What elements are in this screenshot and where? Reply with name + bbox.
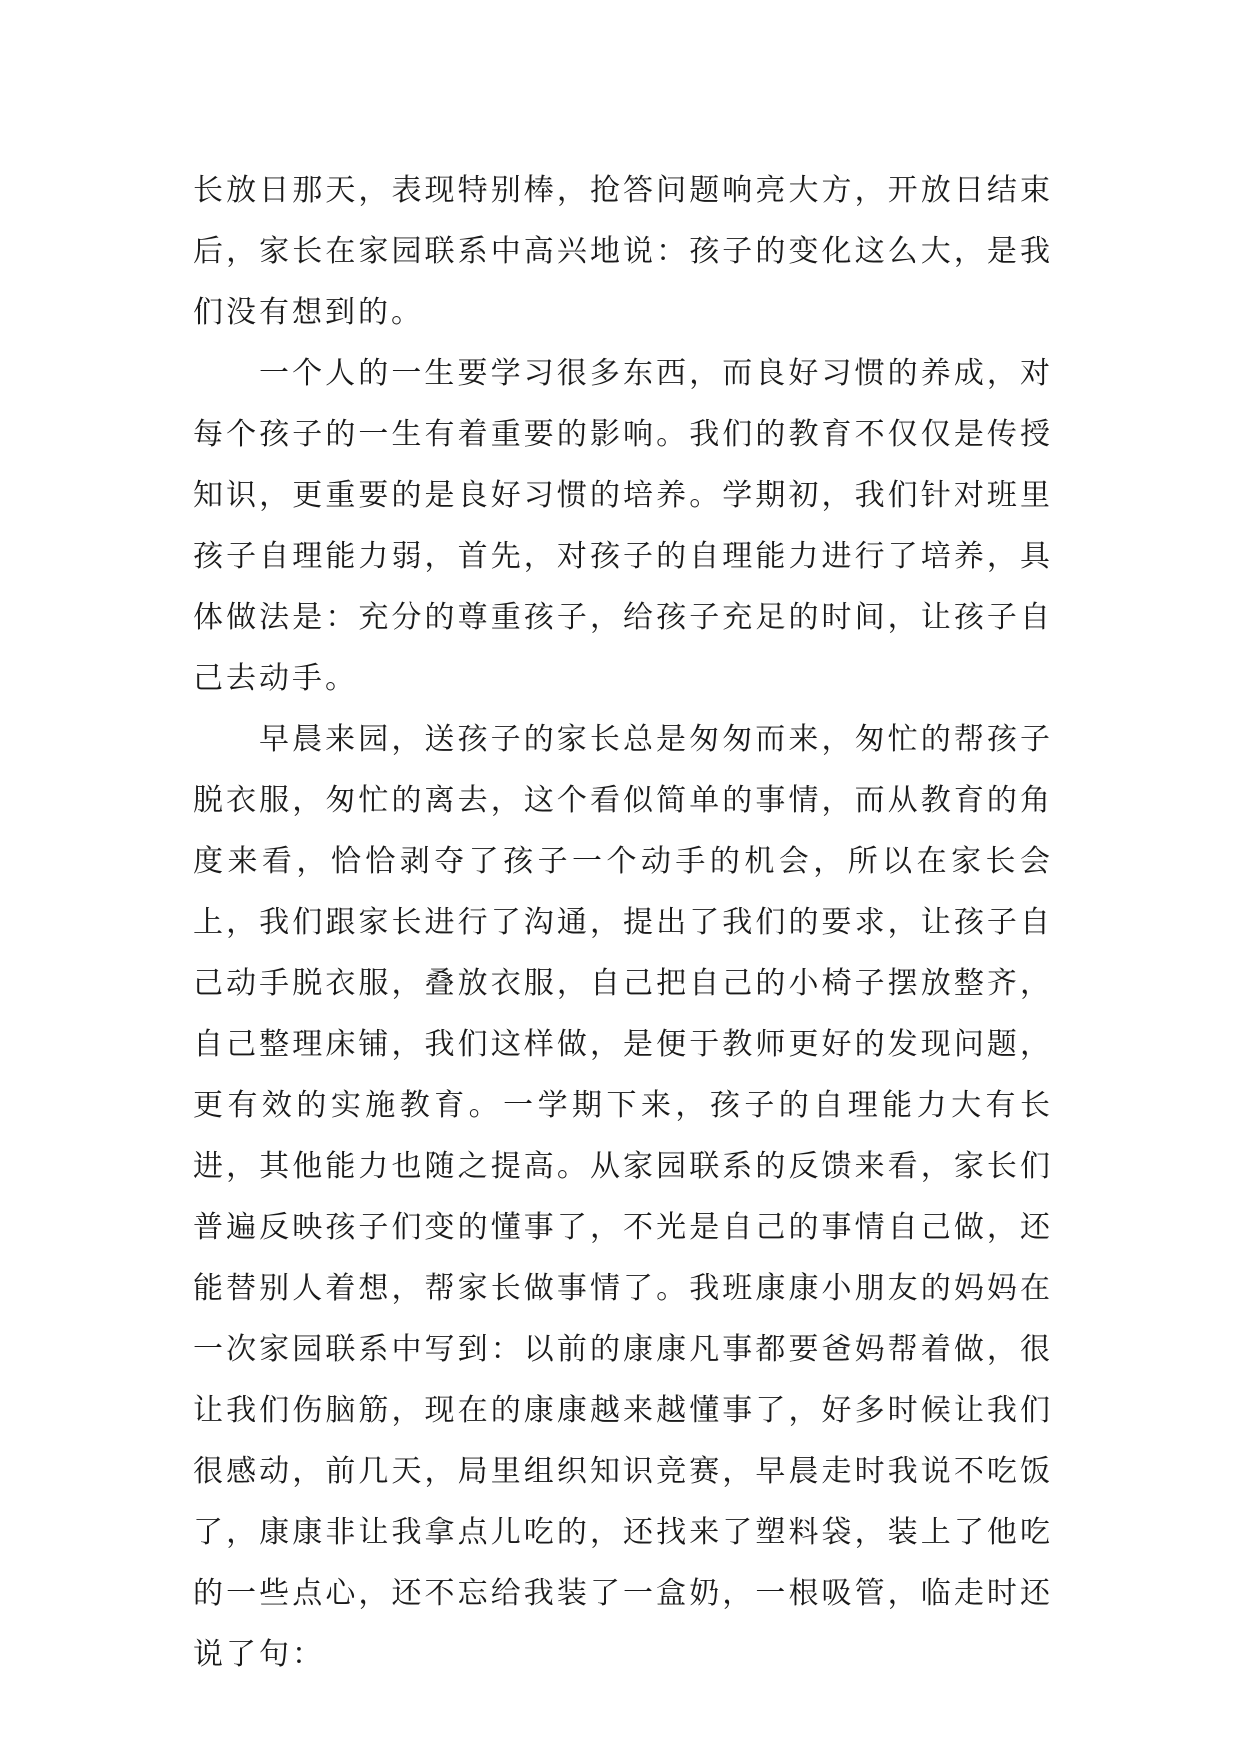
paragraph-morning-arrival: 早晨来园，送孩子的家长总是匆匆而来，匆忙的帮孩子脱衣服，匆忙的离去，这个看似简单的事情，而从教育的角度来看，恰恰剥夺了孩子一个动手的机会，所以在家长会上，我们跟家长进行了沟通，提出了我们的要求，让孩子自己动手脱衣服，叠放衣服，自己把自己的小椅子摆放整齐，自己整理床铺，我们这样做，是便于教师更好的发现问题，更有效的实施教育。一学期下来，孩子的自理能力大有长进，其他能力也随之提高。从家园联系的反馈来看，家长们普遍反映孩子们变的懂事了，不光是自己的事情自己做，还能替别人着想，帮家长做事情了。我班康康小朋友的妈妈在一次家园联系中写到：以前的康康凡事都要爸妈帮着做，很让我们伤脑筋，现在的康康越来越懂事了，好多时候让我们很感动，前几天，局里组织知识竞赛，早晨走时我说不吃饭了，康康非让我拿点儿吃的，还找来了塑料袋，装上了他吃的一些点心，还不忘给我装了一盒奶，一根吸管，临走时还说了句： xyxy=(193,722,1053,1672)
paragraph-habits: 一个人的一生要学习很多东西，而良好习惯的养成，对每个孩子的一生有着重要的影响。我们的教育不仅仅是传授知识，更重要的是良好习惯的培养。学期初，我们针对班里孩子自理能力弱，首先，对孩子的自理能力进行了培养，具体做法是：充分的尊重孩子，给孩子充足的时间，让孩子自己去动手。 xyxy=(193,356,1053,696)
paragraph-continued: 长放日那天，表现特别棒，抢答问题响亮大方，开放日结束后，家长在家园联系中高兴地说：孩子的变化这么大，是我们没有想到的。 xyxy=(193,173,1053,330)
body-text xyxy=(193,160,1053,1685)
